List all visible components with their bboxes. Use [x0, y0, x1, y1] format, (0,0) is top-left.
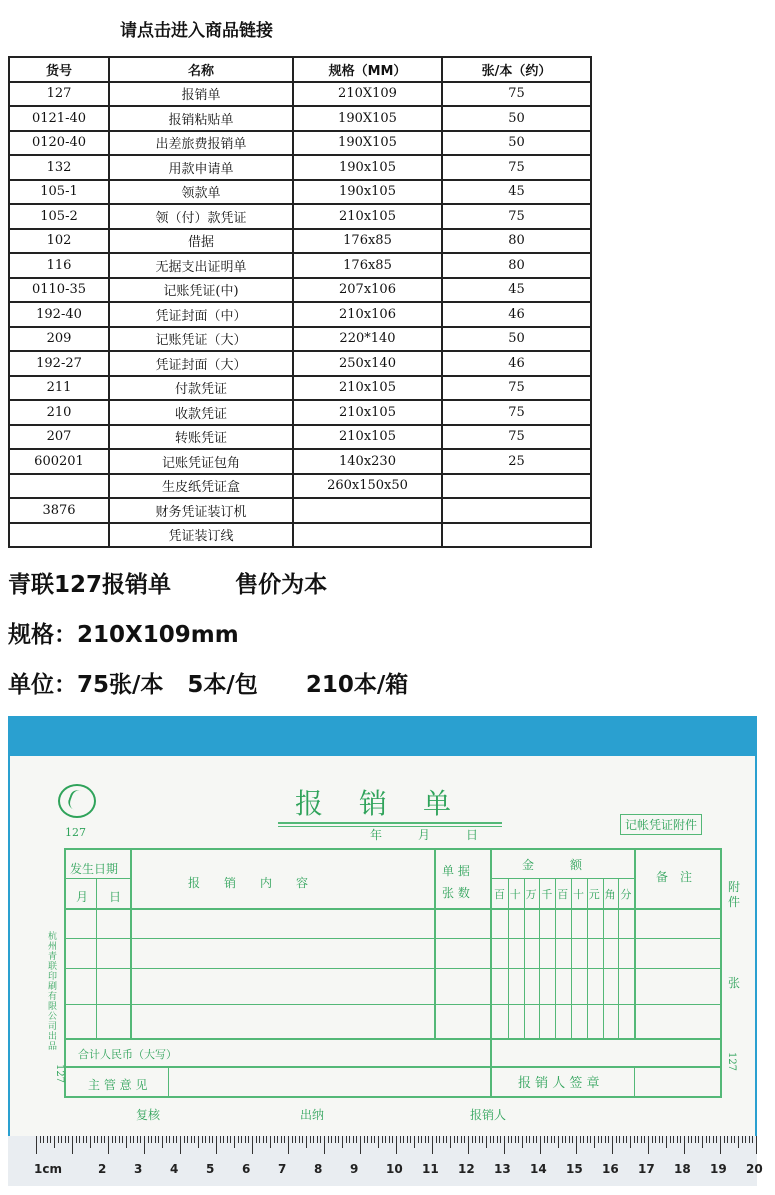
col-header-spec: 规格（MM）: [293, 57, 442, 82]
table-row: [9, 351, 591, 376]
table-row: [9, 327, 591, 352]
table-row: [9, 131, 591, 156]
attach-label: 记帐凭证附件: [620, 814, 702, 835]
amount-unit-label: 元: [588, 888, 600, 901]
cell-name: 领（付）款凭证: [109, 204, 293, 229]
cell-name: 生皮纸凭证盒: [109, 474, 293, 499]
amount-unit-label: 角: [604, 888, 616, 901]
cell-code: 0120-40: [9, 131, 109, 156]
cell-code: 105-1: [9, 180, 109, 205]
cell-count: 46: [442, 302, 591, 327]
ruler-number: 2: [98, 1162, 107, 1176]
cell-spec: 190x105: [293, 180, 442, 205]
amount-unit-label: 万: [525, 888, 537, 901]
cell-spec: 176x85: [293, 229, 442, 254]
amount-unit-label: 十: [509, 888, 521, 901]
amount-unit-label: 百: [494, 888, 505, 901]
cell-code: [9, 474, 109, 499]
table-row: [9, 180, 591, 205]
cell-count: 46: [442, 351, 591, 376]
logo-icon: [58, 784, 96, 818]
cell-code: 116: [9, 253, 109, 278]
cell-name: 付款凭证: [109, 376, 293, 401]
ruler-number: 6: [242, 1162, 251, 1176]
cell-spec: 260x150x50: [293, 474, 442, 499]
side-code-left: 127: [54, 1063, 66, 1084]
cell-spec: 207x106: [293, 278, 442, 303]
amount-unit-label: 百: [557, 888, 569, 901]
table-header-row: [9, 57, 591, 82]
doc-count-label: 单 据 张 数: [442, 864, 470, 900]
col-header-name: 名称: [109, 57, 293, 82]
cell-name: 记账凭证包角: [109, 449, 293, 474]
table-row: [9, 449, 591, 474]
cell-count: [442, 523, 591, 548]
cell-name: 报销粘贴单: [109, 106, 293, 131]
cell-name: 凭证装订线: [109, 523, 293, 548]
amount-unit-label: 十: [573, 888, 584, 901]
product-photo: [8, 716, 763, 1186]
cell-spec: 190X105: [293, 131, 442, 156]
cell-count: 75: [442, 204, 591, 229]
table-row: [9, 204, 591, 229]
cell-code: 210: [9, 400, 109, 425]
col-header-code: 货号: [9, 57, 109, 82]
ruler-number: 15: [566, 1162, 583, 1176]
ruler-number: 9: [350, 1162, 359, 1176]
recheck-label: 复核: [136, 1108, 161, 1122]
cell-count: 50: [442, 106, 591, 131]
cell-spec: 190X105: [293, 106, 442, 131]
table-row: [9, 278, 591, 303]
table-row: [9, 498, 591, 523]
cell-code: 102: [9, 229, 109, 254]
table-row: [9, 229, 591, 254]
ruler-number: 8: [314, 1162, 323, 1176]
cell-count: [442, 498, 591, 523]
occur-date-label: 发生日期: [70, 862, 119, 876]
cell-count: 75: [442, 155, 591, 180]
table-row: [9, 376, 591, 401]
ruler-number: 20: [746, 1162, 763, 1176]
cell-name: 凭证封面（中）: [109, 302, 293, 327]
ruler-number: 10: [386, 1162, 403, 1176]
table-row: [9, 400, 591, 425]
cell-count: 80: [442, 229, 591, 254]
table-row: [9, 106, 591, 131]
table-row: [9, 474, 591, 499]
table-row: [9, 253, 591, 278]
ruler-number: 17: [638, 1162, 655, 1176]
cell-count: 75: [442, 425, 591, 450]
cell-spec: 210X109: [293, 82, 442, 107]
ruler-number: 19: [710, 1162, 727, 1176]
cell-name: 记账凭证（大）: [109, 327, 293, 352]
product-spec-line: 规格：210X109mm: [8, 622, 239, 648]
ruler-number: 7: [278, 1162, 287, 1176]
cell-name: 报销单: [109, 82, 293, 107]
voucher-paper: [10, 756, 755, 1156]
table-row: [9, 425, 591, 450]
table-row: [9, 155, 591, 180]
cell-spec: 220*140: [293, 327, 442, 352]
table-row: [9, 523, 591, 548]
cell-spec: 190x105: [293, 155, 442, 180]
cell-name: 收款凭证: [109, 400, 293, 425]
cell-count: 75: [442, 376, 591, 401]
cell-spec: 210x105: [293, 376, 442, 401]
col-header-count: 张/本（约）: [442, 57, 591, 82]
cell-code: 600201: [9, 449, 109, 474]
ruler-number: 3: [134, 1162, 143, 1176]
cell-count: 45: [442, 278, 591, 303]
amount-unit-label: 分: [620, 888, 632, 901]
spec-table: [8, 56, 592, 548]
cell-name: 凭证封面（大）: [109, 351, 293, 376]
ruler-number: 12: [458, 1162, 475, 1176]
cell-name: 出差旅费报销单: [109, 131, 293, 156]
cell-name: 领款单: [109, 180, 293, 205]
side-attach-label: 附 件: [728, 880, 741, 909]
amount-label: 金 额: [522, 858, 583, 872]
cell-code: 209: [9, 327, 109, 352]
cell-code: 3876: [9, 498, 109, 523]
cell-code: 192-27: [9, 351, 109, 376]
total-label: 合计人民币（大写）: [78, 1048, 177, 1061]
cell-spec: [293, 523, 442, 548]
cell-count: 50: [442, 131, 591, 156]
content-label: 报 销 内 容: [188, 876, 309, 890]
cell-count: [442, 474, 591, 499]
cell-code: 0110-35: [9, 278, 109, 303]
ruler: [8, 1136, 763, 1186]
product-link[interactable]: 请点击进入商品链接: [120, 21, 273, 41]
cell-count: 80: [442, 253, 591, 278]
cell-code: 132: [9, 155, 109, 180]
voucher-title: 报 销 单: [295, 787, 456, 820]
ruler-number: 18: [674, 1162, 691, 1176]
cell-spec: 210x106: [293, 302, 442, 327]
cell-spec: 140x230: [293, 449, 442, 474]
cell-name: 转账凭证: [109, 425, 293, 450]
side-printer-label: 杭州青联印刷有限公司出品: [48, 932, 58, 1052]
cell-code: 105-2: [9, 204, 109, 229]
amount-unit-label: 千: [541, 888, 553, 901]
ruler-number: 16: [602, 1162, 619, 1176]
cell-code: 127: [9, 82, 109, 107]
ruler-number: 4: [170, 1162, 179, 1176]
cell-spec: [293, 498, 442, 523]
cell-code: 207: [9, 425, 109, 450]
cell-count: 75: [442, 400, 591, 425]
remark-label: 备 注: [656, 870, 693, 884]
ruler-number: 13: [494, 1162, 511, 1176]
cell-code: 211: [9, 376, 109, 401]
ruler-number: 5: [206, 1162, 215, 1176]
reimburser-label: 报销人: [470, 1108, 507, 1122]
cell-name: 记账凭证(中): [109, 278, 293, 303]
cell-count: 25: [442, 449, 591, 474]
product-title-line: 青联127报销单 售价为本: [8, 572, 328, 598]
cell-name: 用款申请单: [109, 155, 293, 180]
logo-code: 127: [65, 826, 86, 839]
table-row: [9, 82, 591, 107]
cell-name: 无据支出证明单: [109, 253, 293, 278]
cell-spec: 210x105: [293, 400, 442, 425]
cashier-label: 出纳: [300, 1108, 325, 1122]
cell-spec: 210x105: [293, 425, 442, 450]
cell-spec: 210x105: [293, 204, 442, 229]
table-row: [9, 302, 591, 327]
ruler-number: 11: [422, 1162, 439, 1176]
ruler-number: 14: [530, 1162, 547, 1176]
cell-code: [9, 523, 109, 548]
product-unit-line: 单位：75张/本 5本/包 210本/箱: [8, 672, 409, 698]
cell-name: 借据: [109, 229, 293, 254]
cell-count: 75: [442, 82, 591, 107]
day-label: 日: [109, 890, 122, 904]
side-zhang-label: 张: [728, 976, 741, 990]
side-code-right: 127: [726, 1051, 738, 1072]
cell-spec: 176x85: [293, 253, 442, 278]
signer-label: 报 销 人 签 章: [518, 1076, 600, 1091]
cell-spec: 250x140: [293, 351, 442, 376]
ruler-unit-label: 1cm: [34, 1162, 62, 1176]
cell-name: 财务凭证装订机: [109, 498, 293, 523]
cell-code: 0121-40: [9, 106, 109, 131]
supervisor-label: 主 管 意 见: [88, 1078, 148, 1092]
cell-code: 192-40: [9, 302, 109, 327]
month-label: 月: [76, 890, 89, 904]
cell-count: 45: [442, 180, 591, 205]
cell-count: 50: [442, 327, 591, 352]
date-label: 年 月 日: [370, 828, 479, 842]
